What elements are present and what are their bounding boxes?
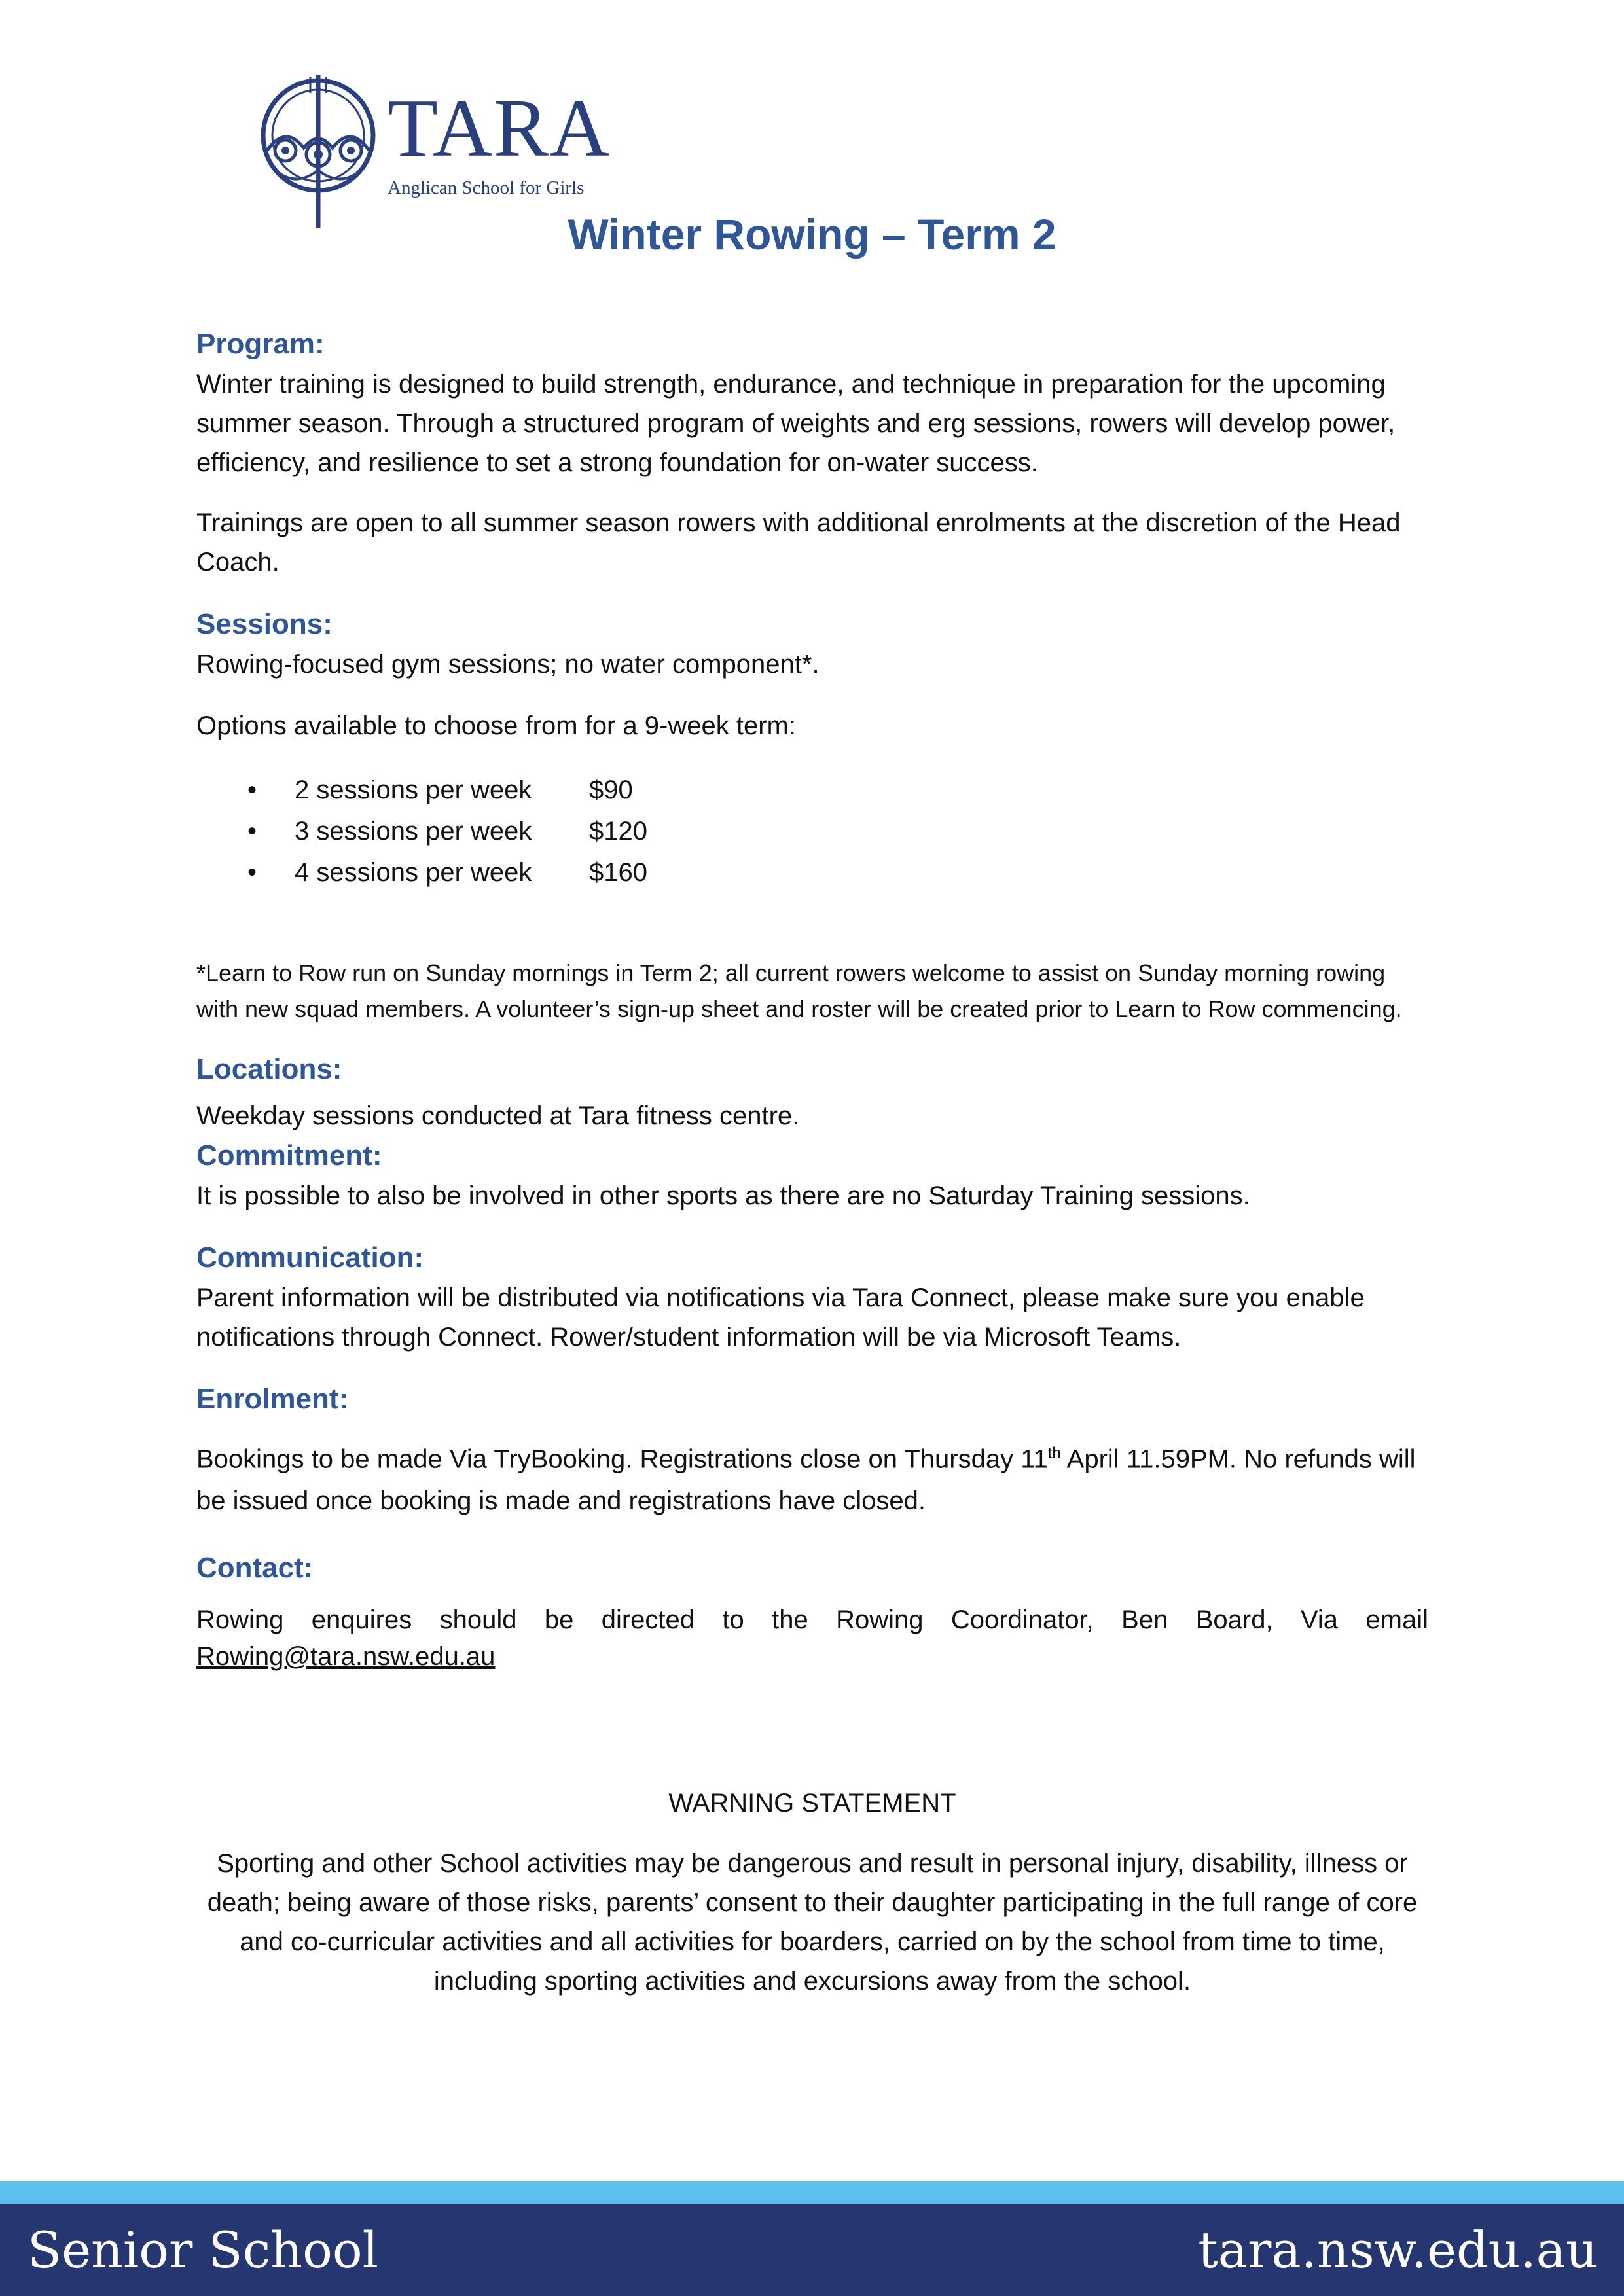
session-options-list bbox=[196, 770, 1428, 893]
enrolment-text-start: Bookings to be made Via TryBooking. Registrations close on Thursday 11 bbox=[196, 1444, 1048, 1474]
list-item bbox=[196, 770, 1428, 811]
session-count: 2 sessions per week bbox=[295, 776, 532, 804]
contact-email-link[interactable]: Rowing@tara.nsw.edu.au bbox=[196, 1642, 496, 1672]
sessions-description: Rowing-focused gym sessions; no water component*. bbox=[196, 650, 820, 679]
commitment-heading: Commitment: bbox=[196, 1139, 382, 1172]
commitment-section bbox=[196, 1136, 1428, 1215]
list-item bbox=[196, 852, 1428, 893]
locations-text: Weekday sessions conducted at Tara fitness centre. bbox=[196, 1102, 800, 1130]
contact-section bbox=[196, 1548, 1428, 1675]
locations-heading: Locations: bbox=[196, 1053, 342, 1085]
learn-to-row-footnote: *Learn to Row run on Sunday mornings in Term 2; all current rowers welcome to assist on Sunday morning rowing with new squad members. A volunteer’s sign-up sheet and roster will be created prior to Learn to Row commencing. bbox=[196, 960, 1402, 1022]
footer-school-label: Senior School bbox=[27, 2221, 378, 2279]
sessions-heading: Sessions: bbox=[196, 608, 333, 640]
warning-text: Sporting and other School activities may be dangerous and result in personal injury, disability, illness or death; being aware of those risks, parents’ consent to their daughter participating in the full range of core and co-curricular activities and all activities for boarders, carried on by the school from time to time, including sporting activities and excursions away from the school. bbox=[207, 1849, 1418, 1996]
session-price: $90 bbox=[589, 776, 633, 804]
contact-heading: Contact: bbox=[196, 1552, 314, 1585]
session-price: $120 bbox=[589, 817, 647, 846]
main-content bbox=[196, 324, 1428, 1675]
session-count: 3 sessions per week bbox=[295, 817, 532, 846]
sessions-section bbox=[196, 604, 1428, 1027]
locations-section bbox=[196, 1049, 1428, 1136]
logo-name: TARA bbox=[388, 83, 611, 174]
footer-website: tara.nsw.edu.au bbox=[1198, 2221, 1598, 2279]
school-logo bbox=[259, 73, 611, 230]
warning-title: WARNING STATEMENT bbox=[668, 1789, 956, 1818]
communication-section bbox=[196, 1238, 1428, 1357]
list-item bbox=[196, 811, 1428, 852]
session-count: 4 sessions per week bbox=[295, 858, 532, 887]
program-heading: Program: bbox=[196, 328, 325, 360]
enrolment-text-end: April 11.59PM. No refunds will be issued once booking is made and registrations have closed. bbox=[196, 1444, 1416, 1516]
commitment-text: It is possible to also be involved in other sports as there are no Saturday Training sessions. bbox=[196, 1181, 1250, 1210]
communication-text: Parent information will be distributed via notifications via Tara Connect, please make sure you enable notifications through Connect. Rower/student information will be via Microsoft Teams. bbox=[196, 1283, 1365, 1352]
bullet-icon: • bbox=[247, 858, 257, 887]
program-paragraph-1: Winter training is designed to build strength, endurance, and technique in preparation for the upcoming summer season. Through a structured program of weights and erg sessions, rowers will develop power, efficiency, and resilience to set a strong foundation for on-water success. bbox=[196, 370, 1396, 477]
tara-emblem-icon bbox=[259, 73, 377, 230]
warning-statement bbox=[196, 1784, 1428, 2001]
page-title: Winter Rowing – Term 2 bbox=[568, 210, 1056, 259]
program-paragraph-2: Trainings are open to all summer season rowers with additional enrolments at the discretion of the Head Coach. bbox=[196, 509, 1401, 577]
logo-subtitle: Anglican School for Girls bbox=[388, 177, 585, 198]
ordinal-suffix: th bbox=[1047, 1444, 1061, 1462]
contact-email-line bbox=[196, 1638, 1428, 1675]
footer-stripe bbox=[0, 2181, 1624, 2204]
logo-wordmark bbox=[388, 83, 611, 199]
bullet-icon: • bbox=[247, 776, 257, 804]
enrolment-heading: Enrolment: bbox=[196, 1383, 349, 1415]
program-section bbox=[196, 324, 1428, 582]
enrolment-text bbox=[196, 1433, 1428, 1522]
bullet-icon: • bbox=[247, 817, 257, 846]
footer-bar bbox=[0, 2204, 1624, 2296]
communication-heading: Communication: bbox=[196, 1242, 424, 1274]
enrolment-section bbox=[196, 1379, 1428, 1522]
sessions-options-intro: Options available to choose from for a 9-week term: bbox=[196, 711, 796, 740]
contact-text: Rowing enquires should be directed to the Rowing Coordinator, Ben Board, Via email bbox=[196, 1605, 1428, 1635]
session-price: $160 bbox=[589, 858, 647, 887]
